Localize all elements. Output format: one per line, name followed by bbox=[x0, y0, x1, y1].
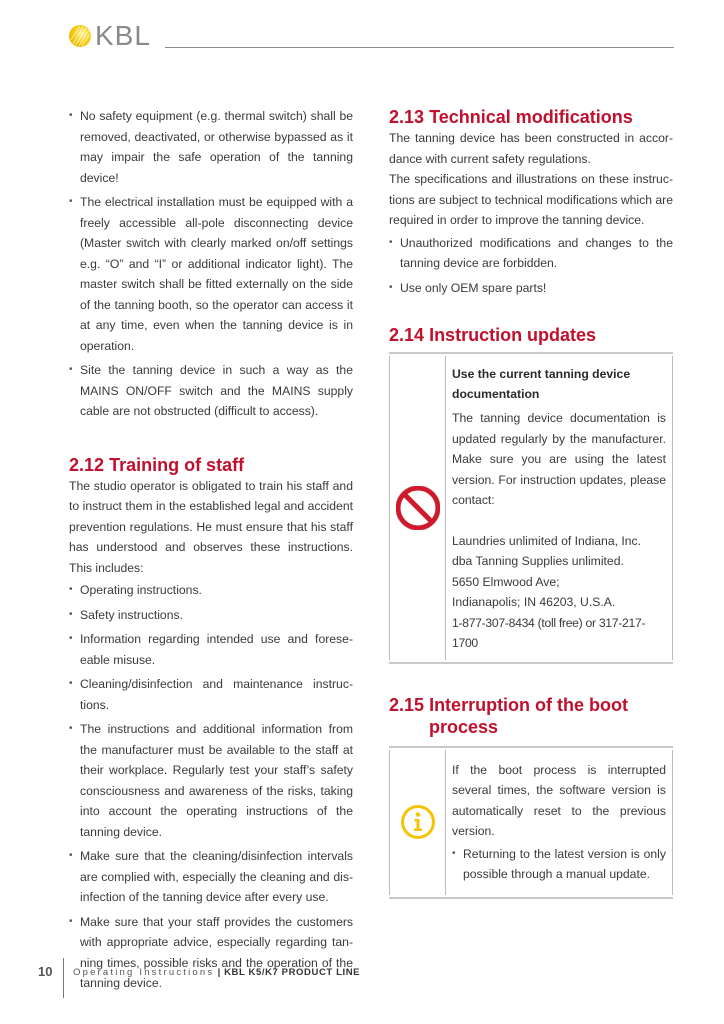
page-header bbox=[68, 22, 674, 52]
section-heading-2-15 bbox=[389, 694, 673, 738]
modifications-bullets bbox=[389, 233, 673, 299]
list-item: • Returning to the latest version is only possible through a manual update. bbox=[452, 844, 666, 885]
kbl-logo bbox=[68, 22, 151, 50]
left-column bbox=[69, 106, 353, 998]
section-title: Training of staff bbox=[109, 454, 245, 475]
section-heading-2-13 bbox=[389, 106, 673, 128]
list-item: • Make sure that your staff provides the customers with appropriate advice, especially regarding tanning times, possible risks and the operation of the tanning device. bbox=[69, 912, 353, 994]
list-item: • Site the tanning device in such a way as the MAINS ON/OFF switch and the MAINS supply cable are not obstructed (difficult to access). bbox=[69, 360, 353, 422]
section-title: Interruption of the boot process bbox=[429, 694, 629, 737]
section-number: 2.15 bbox=[389, 694, 425, 715]
section-number: 2.13 bbox=[389, 107, 425, 127]
list-item: • Use only OEM spare parts! bbox=[389, 278, 673, 299]
logo-text: KBL bbox=[95, 20, 151, 51]
safety-bullets bbox=[69, 106, 353, 422]
training-bullets bbox=[69, 580, 353, 994]
footer-title bbox=[73, 967, 360, 978]
list-item: • Unauthorized modifications and changes to the tanning device are forbidden. bbox=[389, 233, 673, 274]
note-body: If the boot process is interrupted several times, the software version is automatically reset to the previous version. bbox=[452, 762, 666, 838]
note-bullets bbox=[452, 844, 666, 885]
doc-title: Operating Instructions bbox=[73, 967, 215, 978]
contact-line: 5650 Elmwood Ave; bbox=[452, 574, 560, 589]
prohibition-icon bbox=[396, 486, 440, 530]
list-item: • No safety equipment (e.g. thermal switch) shall be removed, deactivated, or otherwise bypassed as it may impair the safe operation of the tanning device! bbox=[69, 106, 353, 188]
page-number: 10 bbox=[38, 964, 53, 979]
note-icon-cell bbox=[390, 356, 446, 660]
list-item: • Cleaning/disinfection and maintenance instructions. bbox=[69, 674, 353, 715]
product-line: KBL K5/K7 PRODUCT LINE bbox=[224, 967, 361, 978]
section-number: 2.12 bbox=[69, 454, 105, 475]
contact-line: Indianapolis; IN 46203, U.S.A. bbox=[452, 595, 616, 609]
modifications-paragraph-2: The specifications and illustrations on these instructions are subject to technical modifications which are required in order to improve the tanning device. bbox=[389, 172, 673, 227]
list-item: • Operating instructions. bbox=[69, 580, 353, 601]
contact-line: Laundries unlimited of Indiana, Inc. bbox=[452, 533, 642, 548]
footer-divider bbox=[63, 958, 64, 998]
footer-separator: | bbox=[214, 967, 225, 978]
section-title: Instruction updates bbox=[429, 325, 597, 345]
section-heading-2-14 bbox=[389, 324, 673, 346]
list-item: • Make sure that the cleaning/disinfection intervals are complied with, especially the cleaning and disinfection of the tanning device after every use. bbox=[69, 846, 353, 908]
list-item: • Information regarding intended use and foreseeable misuse. bbox=[69, 629, 353, 670]
right-column bbox=[389, 106, 673, 899]
note-icon-cell bbox=[390, 750, 446, 895]
section-number: 2.14 bbox=[389, 325, 425, 345]
sun-logo-icon bbox=[68, 24, 92, 48]
section-title: Technical modifications bbox=[429, 107, 633, 127]
info-icon bbox=[400, 804, 436, 840]
training-paragraph: The studio operator is obligated to train his staff and to instruct them in the established legal and accident prevention regulations. He must ensure that his staff has understood and observes these instructions. This includes: bbox=[69, 478, 353, 575]
contact-phone: 1-877-307-8434 (toll free) or 317-217-1700 bbox=[452, 615, 646, 650]
note-title: Use the current tanning device documentation bbox=[452, 367, 631, 401]
list-item: • Safety instructions. bbox=[69, 605, 353, 626]
modifications-paragraph-1: The tanning device has been constructed in accordance with current safety regulations. bbox=[389, 131, 673, 166]
boot-process-note bbox=[389, 746, 673, 899]
note-body: The tanning device documentation is updated regularly by the manufacturer. Make sure you are using the latest version. For instruction updates, please contact: bbox=[452, 411, 666, 507]
contact-line: dba Tanning Supplies unlimited. bbox=[452, 554, 624, 568]
instruction-updates-note bbox=[389, 352, 673, 664]
list-item: • The instructions and additional information from the manufacturer must be available to the staff at their workplace. Regularly test your staff’s safety consciousness and awareness of the risks, taking into account the operating instructions of the tanning device. bbox=[69, 719, 353, 842]
list-item: • The electrical installation must be equipped with a freely accessible all-pole disconnecting device (Master switch with clearly marked on/off settings e.g. “O” and “I” or additional indicator light). The master switch shall be fitted externally on the side of the tanning booth, so the operator can access it at any time, even when the tanning device is in operation. bbox=[69, 192, 353, 356]
header-rule bbox=[165, 47, 674, 48]
section-heading-2-12 bbox=[69, 454, 353, 476]
